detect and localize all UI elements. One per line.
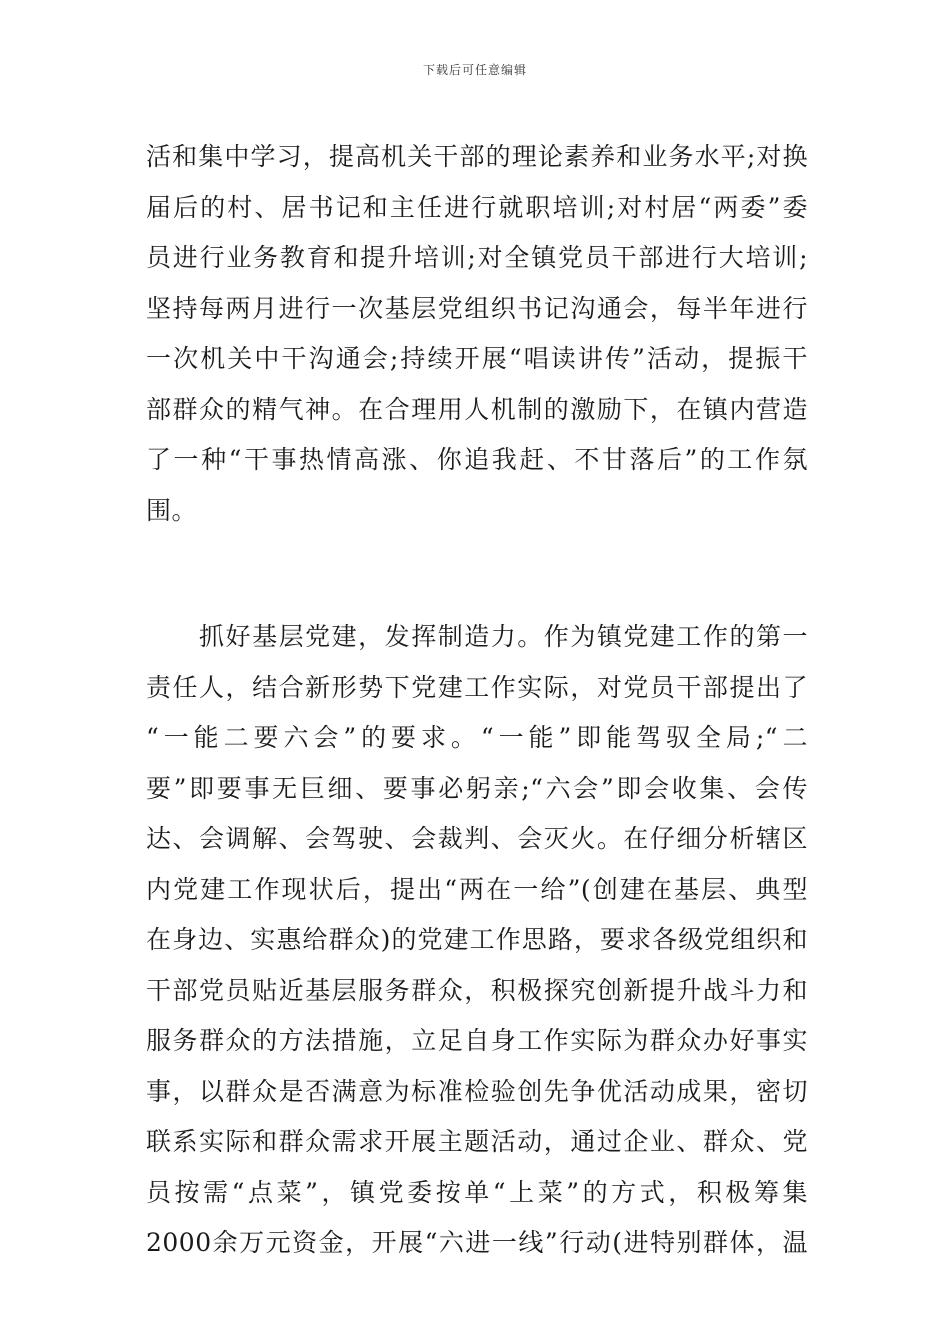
text-line: 在身边、实惠给群众)的党建工作思路，要求各级党组织和 bbox=[146, 925, 808, 954]
text-line: 了一种“干事热情高涨、你追我赶、不甘落后”的工作氛 bbox=[146, 445, 808, 474]
text-line: 坚持每两月进行一次基层党组织书记沟通会，每半年进行 bbox=[146, 293, 808, 323]
text-line: 员进行业务教育和提升培训;对全镇党员干部进行大培训; bbox=[146, 243, 808, 272]
text-line: 部群众的精气神。在合理用人机制的激励下，在镇内营造 bbox=[146, 394, 808, 424]
paragraph-1 bbox=[146, 132, 808, 536]
text-line: 一次机关中干沟通会;持续开展“唱读讲传”活动，提振干 bbox=[146, 344, 808, 373]
paragraph-2 bbox=[146, 612, 808, 1269]
text-line: 事，以群众是否满意为标准检验创先争优活动成果，密切 bbox=[146, 1076, 808, 1106]
text-line: 要”即要事无巨细、要事必躬亲;“六会”即会收集、会传 bbox=[146, 773, 808, 803]
text-line: 2000余万元资金，开展“六进一线”行动(进特别群体，温 bbox=[146, 1228, 808, 1257]
text-line: 责任人，结合新形势下党建工作实际，对党员干部提出了 bbox=[146, 672, 808, 702]
text-line: 内党建工作现状后，提出“两在一给”(创建在基层、典型 bbox=[146, 874, 808, 904]
paragraph-gap bbox=[146, 536, 808, 612]
text-line: 抓好基层党建，发挥制造力。作为镇党建工作的第一 bbox=[146, 622, 808, 651]
document-body bbox=[146, 132, 808, 1269]
text-line: 活和集中学习，提高机关干部的理论素养和业务水平;对换 bbox=[146, 142, 808, 171]
page-header: 下载后可任意编辑 bbox=[422, 63, 527, 77]
text-line: 服务群众的方法措施，立足自身工作实际为群众办好事实 bbox=[146, 1026, 808, 1055]
text-line: 联系实际和群众需求开展主题活动，通过企业、群众、党 bbox=[146, 1127, 808, 1156]
text-line: 围。 bbox=[146, 495, 198, 525]
text-line: 员按需“点菜”，镇党委按单“上菜”的方式，积极筹集 bbox=[146, 1177, 808, 1207]
text-line: “一能二要六会”的要求。“一能”即能驾驭全局;“二 bbox=[146, 723, 808, 752]
text-line: 达、会调解、会驾驶、会裁判、会灭火。在仔细分析辖区 bbox=[146, 824, 808, 853]
text-line: 干部党员贴近基层服务群众，积极探究创新提升战斗力和 bbox=[146, 975, 808, 1005]
text-line: 届后的村、居书记和主任进行就职培训;对村居“两委”委 bbox=[146, 192, 808, 222]
